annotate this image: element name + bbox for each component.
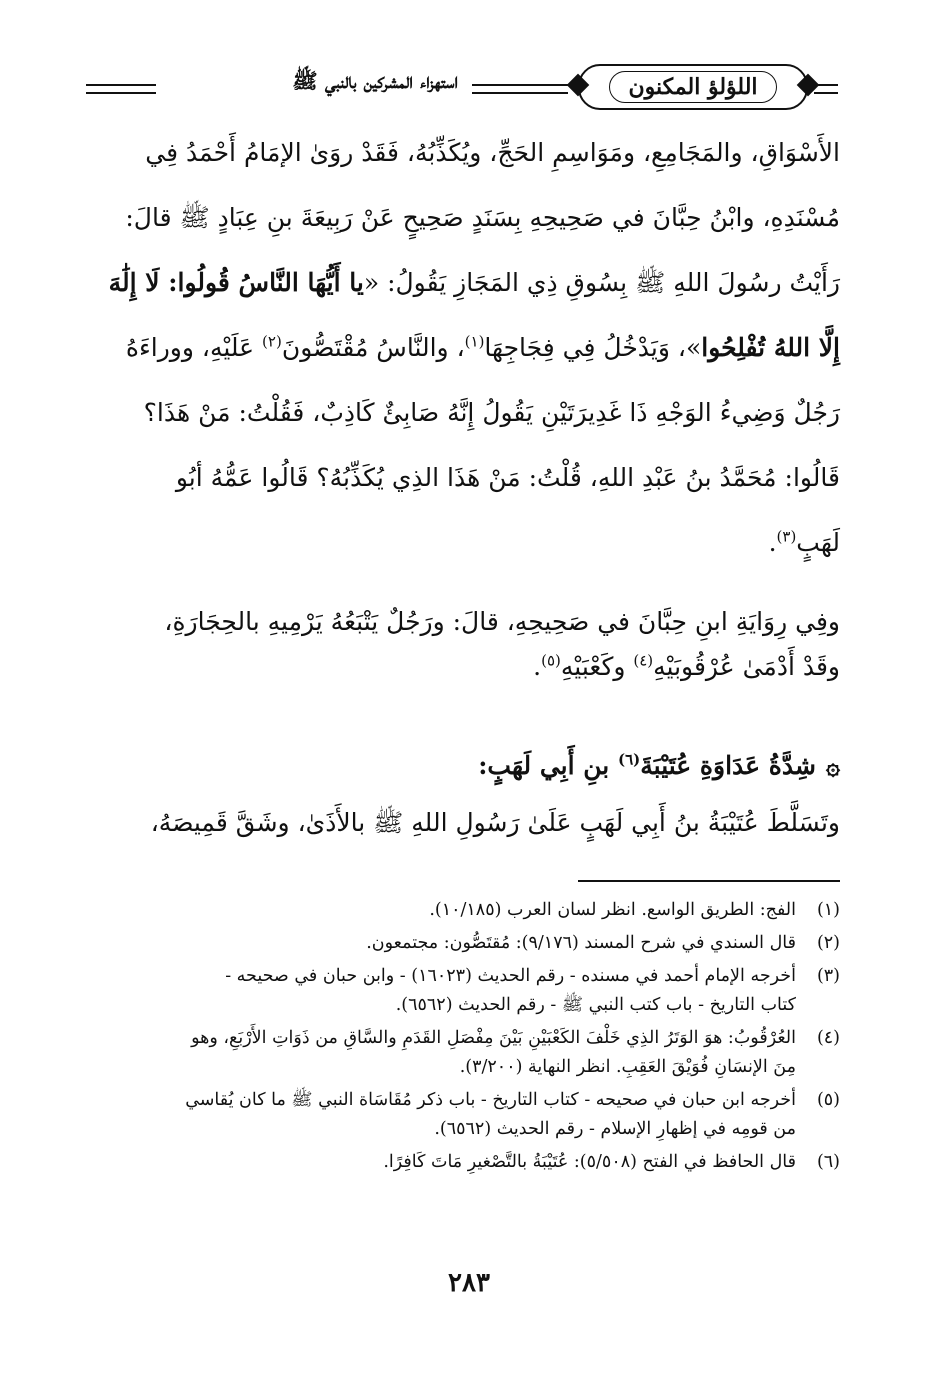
text-line: وفِي رِوَايَةِ ابنِ حِبَّانَ في صَحِيحِهِ، قالَ: ورَجُلٌ يَتْبَعُهُ يَرْمِيهِ بالحِجَارَةِ، [164,607,840,636]
footnote-ref-1: (١) [464,332,485,351]
section-heading: ۞ شِدَّةُ عَدَاوَةِ عُتَيْبَةَ$^{(٦)}$ بنِ أَبِي لَهَبٍ: [100,733,840,798]
book-title: اللؤلؤ المكنون [609,71,776,103]
footnote: (٦) قال الحافظ في الفتح (٥/٥٠٨): عُتَيْبَةُ بالتَّصْغيرِ مَاتَ كَافِرًا. [383,1152,840,1172]
text-line: إِلَّا اللهُ تُفْلِحُوا»، وَيَدْخُلُ فِي فِجَاجِهَا$^{(١)}$، والنَّاسُ مُقْتَصُّونَ$^{(٢)}$ عَلَيْهِ، ووراءَهُ [125,332,840,362]
text-line: وقَدْ أَدْمَىٰ عُرْقُوبَيْهِ$^{(٤)}$ وكَعْبَيْهِ$^{(٥)}$. [533,651,840,681]
footnote: (٥) أخرجه ابن حبان في صحيحه - كتاب التاريخ - باب ذكر مُقَاسَاة النبي ﷺ ما كان يُقاسي من قومِه في إظهارِ الإسلام - رقم الحديث (٦٥٦٢). [185,1090,840,1139]
footnote: (٤) العُرْقُوبُ: هوَ الوَتَرُ الذِي خَلْفَ الكَعْبَيْنِ بَيْنَ مِفْصَلِ القَدَمِ والسَّاقِ من ذَوَاتِ الأَرْبَعِ، وهو مِنَ الإنسَانِ فُوَيْقَ العَقِبِ. انظر النهاية (٣/٢٠٠). [191,1028,840,1077]
quoted-hadith-end: إِلَّا اللهُ تُفْلِحُوا [701,333,840,362]
text-line: رَأَيْتُ رسُولَ اللهِ ﷺ بِسُوقِ ذِي المَجَازِ يَقُولُ: «يا أَيُّهَا النَّاسُ قُولُوا: لَا إِلَٰهَ [108,268,840,297]
footnote-ref-4: (٤) [633,651,654,670]
footnote: (٢) قال السندي في شرح المسند (٩/١٧٦): مُقتَصُّون: مجتمعون. [366,933,840,953]
footnotes [98,896,840,1181]
footnote-ref-3: (٣) [776,527,797,546]
text-line: رَجُلٌ وَضِيءُ الوَجْهِ ذَا غَدِيرَتَيْنِ يَقُولُ إِنَّهُ صَابِئٌ كَاذِبٌ، فَقُلْتُ: مَنْ هَذَا؟ [143,398,840,427]
book-title-badge [578,64,808,110]
text-line: الأَسْوَاقِ، والمَجَامِعِ، ومَوَاسِمِ الحَجِّ، ويُكَذِّبُهُ، فَقَدْ روَىٰ الإمَامُ أَحْمَدُ فِي [145,138,840,167]
header-rule-middle [472,84,568,94]
footnote-ref-5: (٥) [541,651,561,670]
page-number: ٢٨٣ [448,1268,490,1298]
main-text [100,120,840,848]
text-line: وتَسَلَّطَ عُتَيْبَةُ بنُ أَبِي لَهَبٍ عَلَىٰ رَسُولِ اللهِ ﷺ بالأَذَىٰ، وشَقَّ قَمِيصَهُ، [150,808,840,837]
header-rule-left [86,84,156,94]
footnote: (٣) أخرجه الإمام أحمد في مسنده - رقم الحديث (١٦٠٢٣) - وابن حبان في صحيحه - كتاب التاريخ - باب كتب النبي ﷺ - رقم الحديث (٦٥٦٢). [225,966,840,1015]
chapter-title: استهزاء المشركين بالنبي ﷺ [292,68,458,93]
footnote: (١) الفج: الطريق الواسع. انظر لسان العرب (١٠/١٨٥). [429,900,840,920]
quoted-hadith: يا أَيُّهَا النَّاسُ قُولُوا: لَا إِلَٰهَ [108,268,364,297]
footnote-ref-6: (٦) [617,750,641,769]
footnote-ref-2: (٢) [262,332,282,351]
text-line: مُسْنَدِهِ، وابْنُ حِبَّانَ في صَحِيحِهِ بِسَنَدٍ صَحِيحٍ عَنْ رَبِيعَةَ بنِ عِبَادٍ ﷺ قالَ: [125,203,840,232]
text-line: لَهَبٍ$^{(٣)}$. [768,527,840,557]
text-line: قَالُوا: مُحَمَّدُ بنُ عَبْدِ اللهِ، قُلْتُ: مَنْ هَذَا الذِي يُكَذِّبُهُ؟ قَالُوا عَمُّهُ أبُو [175,463,840,492]
section-ornament-icon: ۞ [825,751,840,780]
running-header [86,58,838,116]
footnote-separator [578,880,840,882]
